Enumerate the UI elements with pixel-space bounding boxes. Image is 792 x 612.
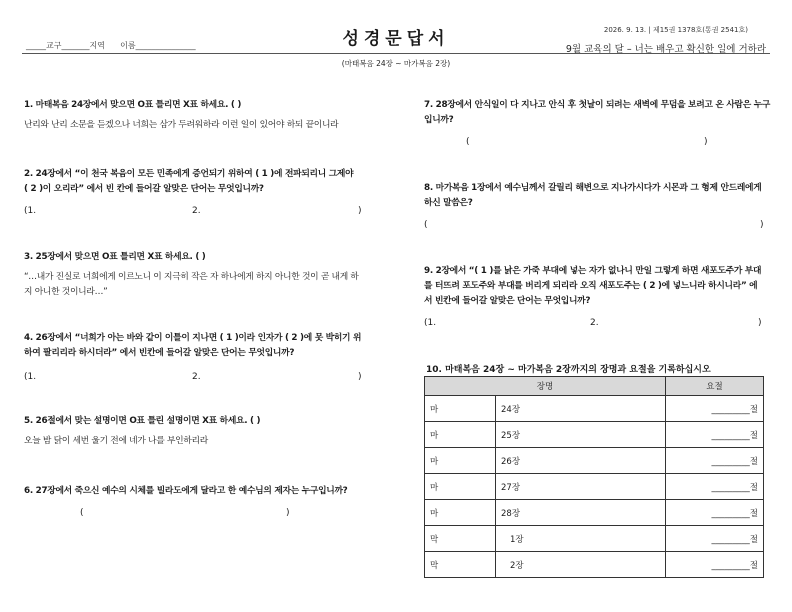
row-book: 막 — [425, 526, 496, 552]
table-row — [425, 396, 764, 422]
row-verse-blank[interactable]: _________절 — [666, 474, 764, 500]
table-row — [425, 422, 764, 448]
question-7-open-paren: ( — [466, 137, 470, 147]
row-book: 마 — [425, 500, 496, 526]
question-2-answer-1-label: (1. — [24, 206, 37, 216]
question-5 — [24, 414, 260, 449]
row-book: 마 — [425, 396, 496, 422]
question-9-title-line1: 9. 2장에서 “( 1 )를 낡은 가죽 부대에 넣는 자가 없나니 만일 그렇게 하면 새포도주가 부대 — [424, 266, 762, 276]
question-2-title-line2: ( 2 )이 오리라” 에서 빈 칸에 들어갈 알맞은 단어는 무엇입니까? — [24, 184, 264, 194]
row-verse-blank[interactable]: _________절 — [666, 448, 764, 474]
row-chapter: 1장 — [496, 526, 666, 552]
column-header-verse: 요절 — [666, 377, 764, 396]
row-verse-blank[interactable]: _________절 — [666, 422, 764, 448]
question-1 — [24, 98, 338, 133]
row-verse-blank[interactable]: _________절 — [666, 500, 764, 526]
question-10-title: 10. 마태복음 24장 ~ 마가복음 2장까지의 장명과 요절을 기록하십시오 — [426, 365, 711, 375]
question-9-answer-1-label: (1. — [424, 318, 437, 328]
question-7-close-paren: ) — [704, 137, 708, 147]
question-9-title-line3: 서 빈칸에 들어갈 알맞은 단어는 무엇입니까? — [424, 296, 591, 306]
question-6 — [24, 484, 347, 499]
question-8-close-paren: ) — [760, 220, 764, 230]
question-7-title-line2: 입니까? — [424, 115, 454, 125]
question-4-title-line1: 4. 26장에서 “너희가 아는 바와 같이 이틀이 지나면 ( 1 )이라 인자가 ( 2 )에 못 박히기 위 — [24, 333, 362, 343]
question-2-title-line1: 2. 24장에서 “이 천국 복음이 모든 민족에게 증언되기 위하여 ( 1 )에 전파되리니 그제야 — [24, 169, 354, 179]
column-header-chapter-name: 장명 — [425, 377, 666, 396]
question-8 — [424, 181, 761, 211]
question-4-answer-1-label: (1. — [24, 372, 37, 382]
header-divider — [22, 53, 770, 54]
question-5-statement: 오늘 밤 닭이 세번 울기 전에 네가 나를 부인하리라 — [24, 436, 208, 446]
question-1-title: 1. 마태복음 24장에서 맞으면 O표 틀리면 X표 하세요. ( ) — [24, 100, 242, 110]
table-header-row — [425, 377, 764, 396]
question-9-title-line2: 를 터뜨려 포도주와 부대를 버리게 되리라 오직 새포도주는 ( 2 )에 넣느니라 하시니라” 에 — [424, 281, 758, 291]
question-4 — [24, 331, 361, 361]
scripture-range: (마태복음 24장 ~ 마가복음 2장) — [341, 59, 451, 68]
question-7-title-line1: 7. 28장에서 안식일이 다 지나고 안식 후 첫날이 되려는 새벽에 무덤을 보려고 온 사람은 누구 — [424, 100, 771, 110]
table-row — [425, 552, 764, 578]
row-chapter: 24장 — [496, 396, 666, 422]
monthly-motto: 9월 교육의 달 – 너는 배우고 확신한 일에 거하라 — [565, 44, 766, 55]
question-8-open-paren: ( — [424, 220, 428, 230]
table-row — [425, 500, 764, 526]
question-6-title: 6. 27장에서 죽으신 예수의 시체를 빌라도에게 달라고 한 예수님의 제자는 누구입니까? — [24, 486, 348, 496]
chapter-verse-table — [424, 376, 764, 578]
row-verse-blank[interactable]: _________절 — [666, 526, 764, 552]
question-3-statement-line2: 지 아니한 것이니라…” — [24, 287, 108, 297]
question-8-title-line1: 8. 마가복음 1장에서 예수님께서 갈릴리 해변으로 지나가시다가 시몬과 그 형제 안드레에게 — [424, 183, 762, 193]
name-info-line: _____교구_______지역 이름_______________ — [26, 41, 196, 50]
question-3-title: 3. 25장에서 맞으면 O표 틀리면 X표 하세요. ( ) — [24, 252, 206, 262]
row-book: 막 — [425, 552, 496, 578]
question-1-statement: 난리와 난리 소문을 듣겠으나 너희는 삼가 두려워하라 이런 일이 있어야 하되 끝이니라 — [24, 120, 339, 130]
row-book: 마 — [425, 474, 496, 500]
table-row — [425, 526, 764, 552]
question-4-title-line2: 하여 팔리리라 하시더라” 에서 빈칸에 들어갈 알맞은 단어는 무엇입니까? — [24, 348, 295, 358]
question-5-title: 5. 26절에서 맞는 설명이면 O표 틀린 설명이면 X표 하세요. ( ) — [24, 416, 261, 426]
question-7 — [424, 98, 770, 128]
issue-date: 2026. 9. 13. | 제15권 1378호(통권 2541호) — [603, 26, 748, 34]
row-chapter: 2장 — [496, 552, 666, 578]
row-chapter: 27장 — [496, 474, 666, 500]
question-9-close-paren: ) — [758, 318, 762, 328]
table-row — [425, 448, 764, 474]
question-2-answer-2-label: 2. — [192, 206, 201, 216]
row-chapter: 28장 — [496, 500, 666, 526]
row-book: 마 — [425, 448, 496, 474]
question-9-answer-2-label: 2. — [590, 318, 599, 328]
row-verse-blank[interactable]: _________절 — [666, 552, 764, 578]
question-4-close-paren: ) — [358, 372, 362, 382]
question-2-close-paren: ) — [358, 206, 362, 216]
table-row — [425, 474, 764, 500]
question-9 — [424, 264, 761, 309]
page-title: 성경문답서 — [342, 29, 450, 49]
row-book: 마 — [425, 422, 496, 448]
question-3-statement-line1: “…내가 진실로 너희에게 이르노니 이 지극히 작은 자 하나에게 하지 아니한 것이 곧 내게 하 — [24, 272, 359, 282]
question-4-answer-2-label: 2. — [192, 372, 201, 382]
question-2 — [24, 167, 353, 197]
question-8-title-line2: 하신 말씀은? — [424, 198, 473, 208]
question-6-open-paren: ( — [80, 508, 84, 518]
row-chapter: 25장 — [496, 422, 666, 448]
question-6-close-paren: ) — [286, 508, 290, 518]
row-verse-blank[interactable]: _________절 — [666, 396, 764, 422]
question-3 — [24, 250, 359, 300]
row-chapter: 26장 — [496, 448, 666, 474]
